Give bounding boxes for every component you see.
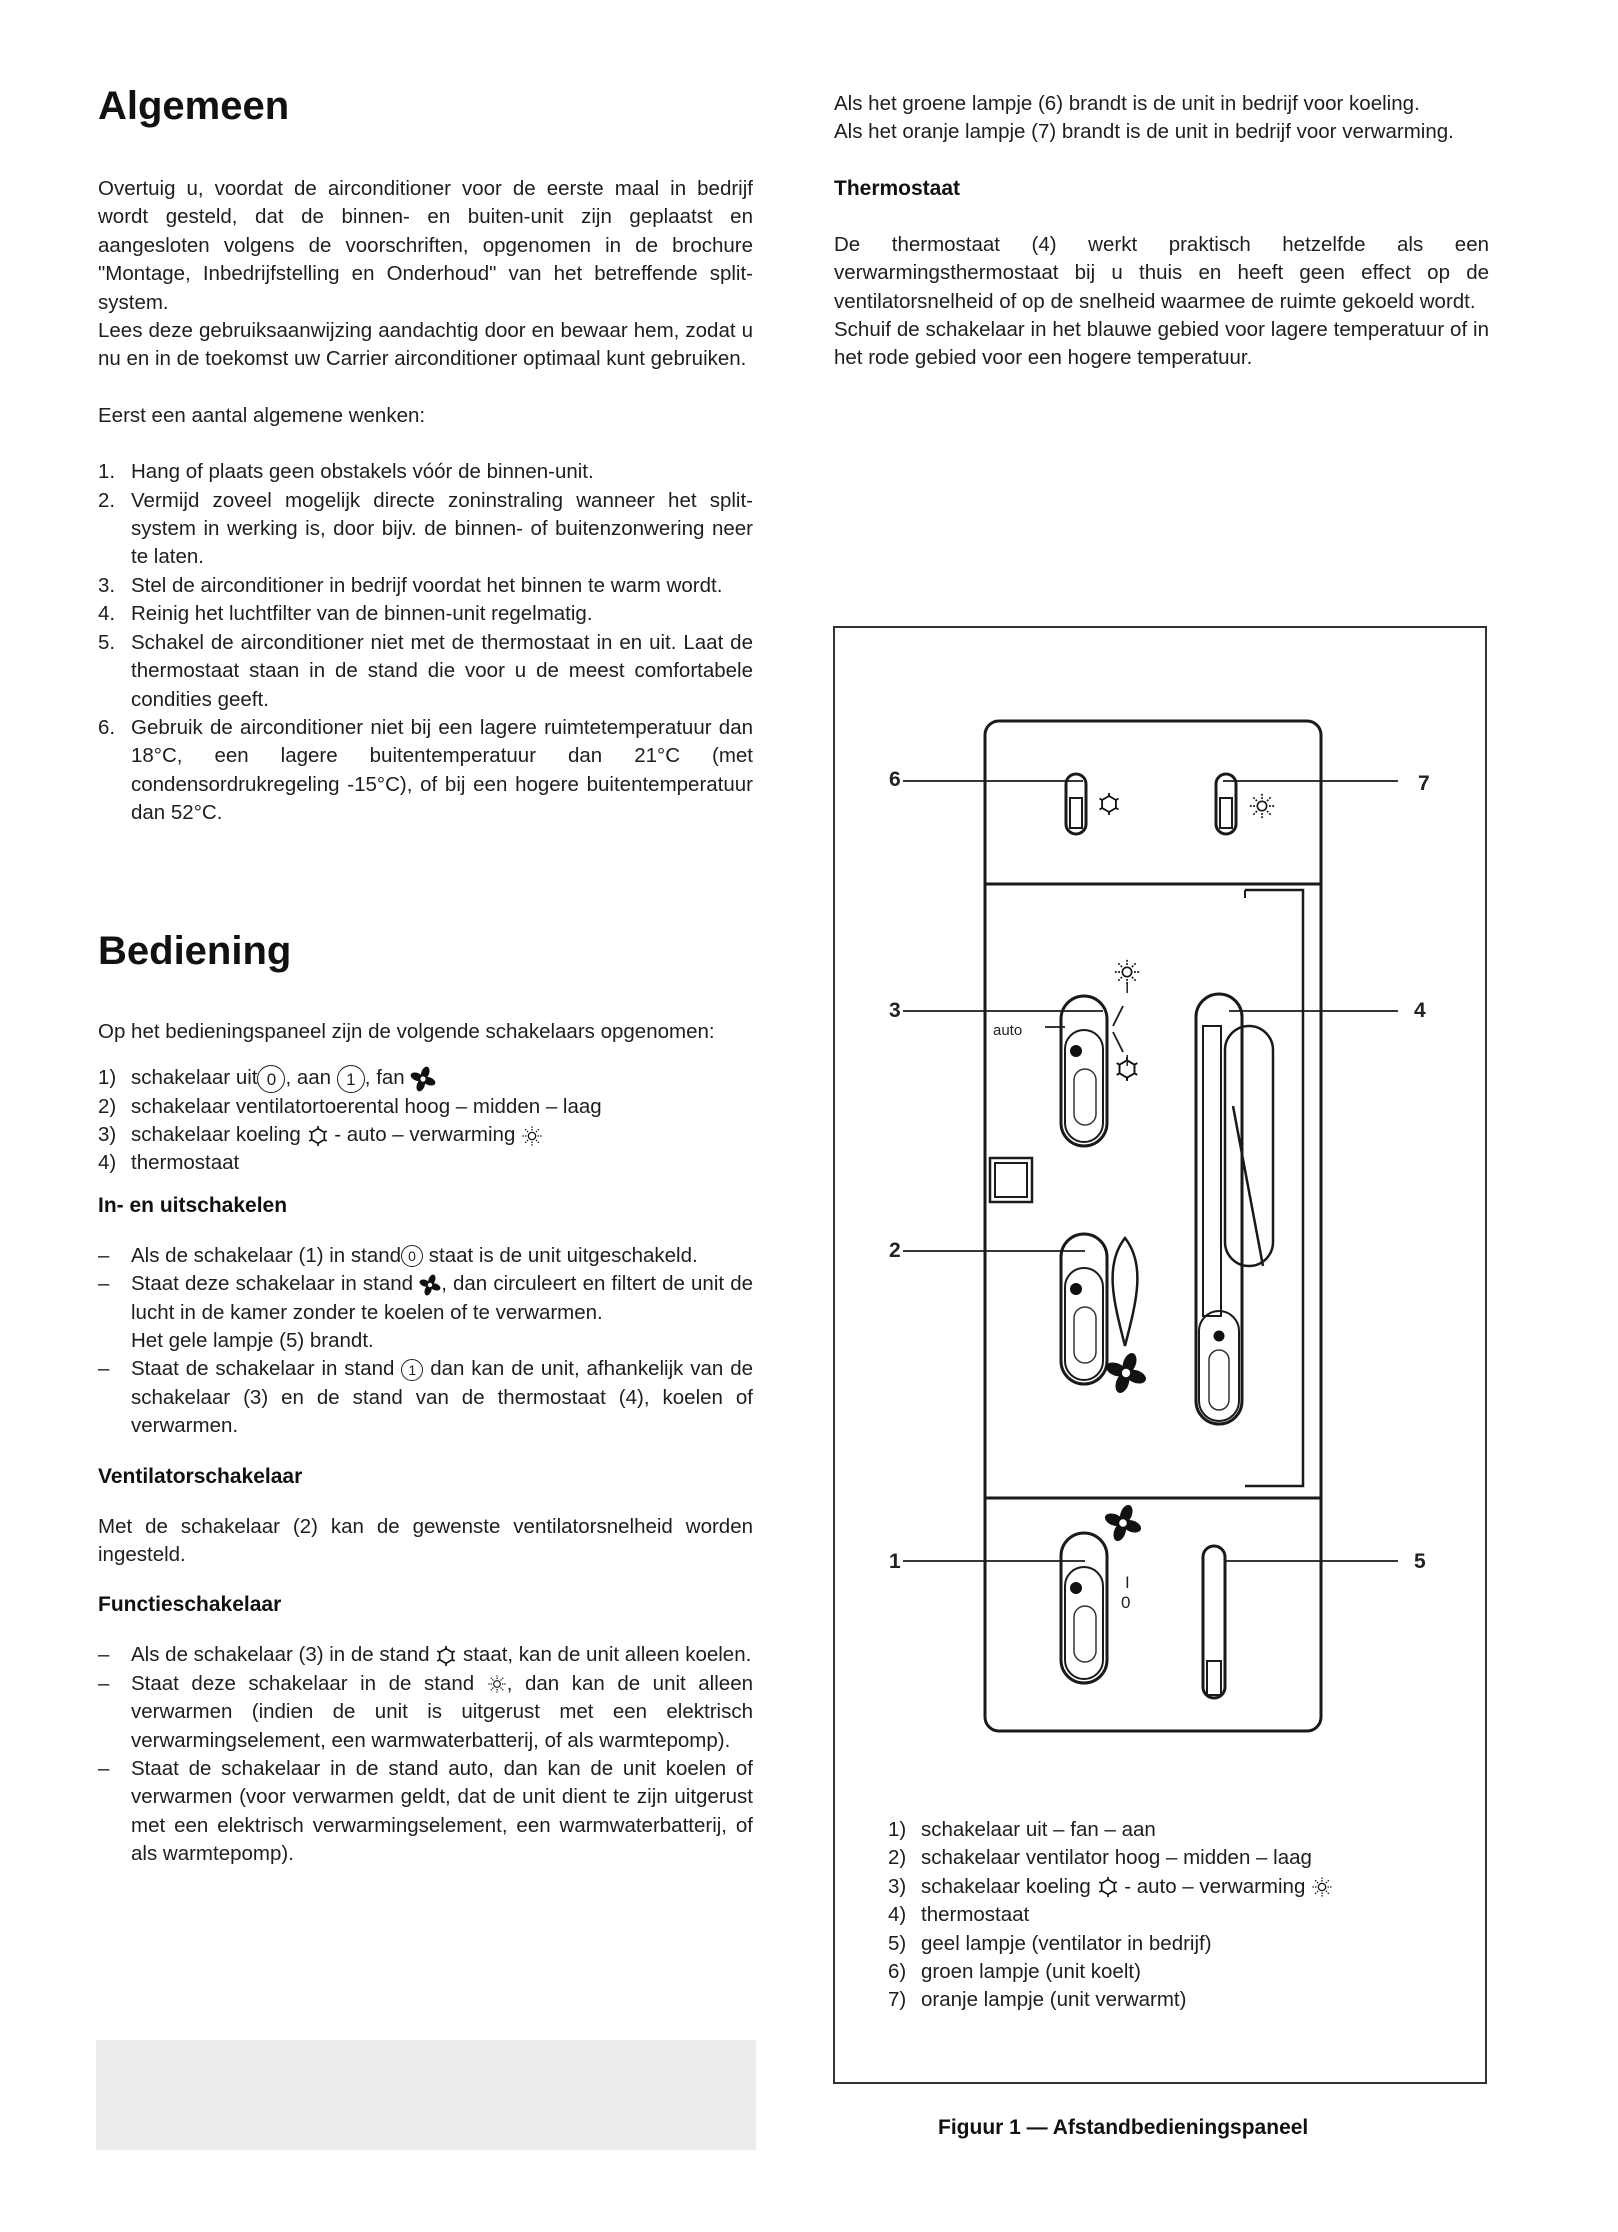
switches-list: [98, 1064, 753, 1178]
fan-speed-switch: [1061, 1234, 1107, 1384]
circle-zero-icon: 0: [401, 1245, 423, 1267]
tips-intro: Eerst een aantal algemene wenken:: [98, 403, 426, 427]
list-item: 4) thermostaat: [888, 1903, 1030, 1927]
thermostaat-heading: Thermostaat: [834, 176, 961, 200]
main-switch: [1061, 1533, 1107, 1683]
figure-caption: Figuur 1 — Afstandbedieningspaneel: [938, 2116, 1309, 2139]
fan-icon: [419, 1274, 441, 1296]
list-item: 1) schakelaar uit 0 , aan 1 , fan: [98, 1064, 753, 1093]
algemeen-heading: Algemeen: [98, 84, 290, 128]
list-item: 5. Schakel de airconditioner niet met de thermostaat in en uit. Laat de thermostaat staan in de stand die voor u de meest comfortabele condities geeft.: [98, 630, 753, 711]
left-column: [98, 86, 753, 1869]
callout-1: 1: [889, 1550, 901, 1573]
scan-shadow: [96, 2040, 756, 2150]
callout-5: 5: [1414, 1550, 1426, 1573]
position-0-label: 0: [1121, 1593, 1131, 1612]
position-i-label: I: [1125, 1053, 1130, 1070]
callout-7: 7: [1418, 772, 1430, 795]
circle-zero-icon: 0: [257, 1065, 285, 1093]
panel-outline: [985, 721, 1321, 1731]
thermostaat-paragraph-1: De thermostaat (4) werkt praktisch hetzelfde als een verwarmingsthermostaat bij u thuis en heeft geen effect op de ventilatorsnelheid of op de snelheid waarmee de ruimte gekoeld wordt.: [834, 232, 1489, 313]
intro-paragraph-2: Lees deze gebruiksaanwijzing aandachtig door en bewaar hem, zodat u nu en in de toekomst uw Carrier airconditioner optimaal kunt gebruiken.: [98, 319, 753, 371]
snowflake-icon: [435, 1645, 457, 1667]
list-item: 4. Reinig het luchtfilter van de binnen-unit regelmatig.: [98, 602, 593, 626]
square-button: [990, 1158, 1032, 1202]
list-item: 2) schakelaar ventilator hoog – midden – laag: [888, 1846, 1312, 1870]
list-item: – Als de schakelaar (1) in stand 0 staat is de unit uitgeschakeld.: [98, 1243, 698, 1267]
position-i-label: I: [1125, 1573, 1130, 1592]
lamp-green-text: Als het groene lampje (6) brandt is de unit in bedrijf voor koeling.: [834, 92, 1420, 115]
list-item: 3) schakelaar koeling - auto – verwarming: [98, 1121, 753, 1149]
sun-icon: [521, 1125, 543, 1147]
sun-icon: [1311, 1876, 1333, 1898]
ventilator-heading: Ventilatorschakelaar: [98, 1464, 303, 1488]
right-column: [834, 86, 1489, 373]
inuit-list: [98, 1242, 753, 1441]
list-item: 6) groen lampje (unit koelt): [888, 1960, 1141, 1984]
callout-2: 2: [889, 1239, 901, 1262]
functie-list: [98, 1641, 753, 1868]
tips-list: [98, 458, 753, 827]
list-item: 1) schakelaar uit – fan – aan: [888, 1818, 1156, 1841]
function-switch: [1061, 996, 1107, 1146]
speed-indicator: [1113, 1238, 1138, 1346]
control-panel-diagram: [833, 626, 1487, 1796]
list-item: 4) thermostaat: [98, 1151, 240, 1175]
lamp-orange-text: Als het oranje lampje (7) brandt is de unit in bedrijf voor verwarming.: [834, 120, 1454, 144]
list-item: 5) geel lampje (ventilator in bedrijf): [888, 1931, 1212, 1955]
list-item: 1. Hang of plaats geen obstakels vóór de binnen-unit.: [98, 460, 594, 484]
list-item: 3) schakelaar koeling - auto – verwarming: [888, 1873, 1448, 1901]
thermostaat-paragraph-2: Schuif de schakelaar in het blauwe gebied voor lagere temperatuur of in het rode gebied voor een hogere temperatuur.: [834, 318, 1489, 370]
circle-one-icon: 1: [401, 1359, 423, 1381]
fan-icon: [1104, 1351, 1148, 1395]
bediening-heading: Bediening: [98, 928, 292, 973]
inuit-heading: In- en uitschakelen: [98, 1193, 288, 1217]
callout-3: 3: [889, 999, 901, 1022]
list-item: 2. Vermijd zoveel mogelijk directe zoninstraling wanneer het split-system in werking is, door bijv. de binnen- of buitenzonwering neer te laten.: [98, 488, 753, 569]
intro-paragraph-1: Overtuig u, voordat de airconditioner voor de eerste maal in bedrijf wordt gesteld, dat de binnen- en buiten-unit zijn geplaatst en aangesloten volgens de voorschriften, opgenomen in de brochure "Montage, Inbedrijfstelling en Onderhoud" van het betreffende split-system.: [98, 177, 753, 314]
list-item: – Staat deze schakelaar in stand , dan circuleert en filtert de unit de lucht in de kamer zonder te koelen of te verwarmen. Het gele lampje (5) brandt.: [98, 1272, 753, 1352]
bediening-intro: Op het bedieningspaneel zijn de volgende schakelaars opgenomen:: [98, 1019, 715, 1043]
functie-heading: Functieschakelaar: [98, 1593, 282, 1617]
sun-icon: [487, 1674, 507, 1694]
snowflake-icon: [307, 1125, 329, 1147]
list-item: – Staat de schakelaar in stand 1 dan kan de unit, afhankelijk van de schakelaar (3) en de stand van de thermostaat (4), koelen of verwarmen.: [98, 1357, 753, 1438]
list-item: 3. Stel de airconditioner in bedrijf voordat het binnen te warm wordt.: [98, 573, 723, 597]
fan-icon: [410, 1066, 436, 1092]
circle-one-icon: 1: [337, 1065, 365, 1093]
callout-6: 6: [889, 768, 901, 791]
list-item: – Als de schakelaar (3) in de stand staat, kan de unit alleen koelen.: [98, 1643, 752, 1667]
list-item: – Staat de schakelaar in de stand auto, dan kan de unit koelen of verwarmen (voor verwarmen geldt, dat de unit dient te zijn uitgerust met een elektrisch verwarmingselement, een warmwaterbatterij, of als warmtepomp).: [98, 1757, 753, 1866]
figure-legend: [888, 1816, 1448, 2015]
sun-icon: [1249, 793, 1275, 819]
position-i-label: I: [1125, 980, 1130, 997]
snowflake-icon: [1097, 1876, 1119, 1898]
list-item: 6. Gebruik de airconditioner niet bij een lagere ruimtetemperatuur dan 18°C, een lagere buitentemperatuur dan 21°C (met condensordrukregeling -15°C), of bij een hogere buitentemperatuur dan 52°C.: [98, 715, 753, 825]
ventilator-text: Met de schakelaar (2) kan de gewenste ventilatorsnelheid worden ingesteld.: [98, 1514, 753, 1566]
list-item: 2) schakelaar ventilatortoerental hoog – midden – laag: [98, 1094, 602, 1118]
list-item: – Staat deze schakelaar in de stand , dan kan de unit alleen verwarmen (indien de unit is uitgerust met een elektrisch verwarmingselement, een warmwaterbatterij, of als warmtepomp).: [98, 1671, 753, 1752]
callout-4: 4: [1414, 999, 1426, 1022]
auto-label: auto: [993, 1022, 1023, 1039]
snowflake-icon: [1100, 793, 1119, 815]
list-item: 7) oranje lampje (unit verwarmt): [888, 1988, 1187, 2012]
fan-icon: [1103, 1503, 1143, 1543]
